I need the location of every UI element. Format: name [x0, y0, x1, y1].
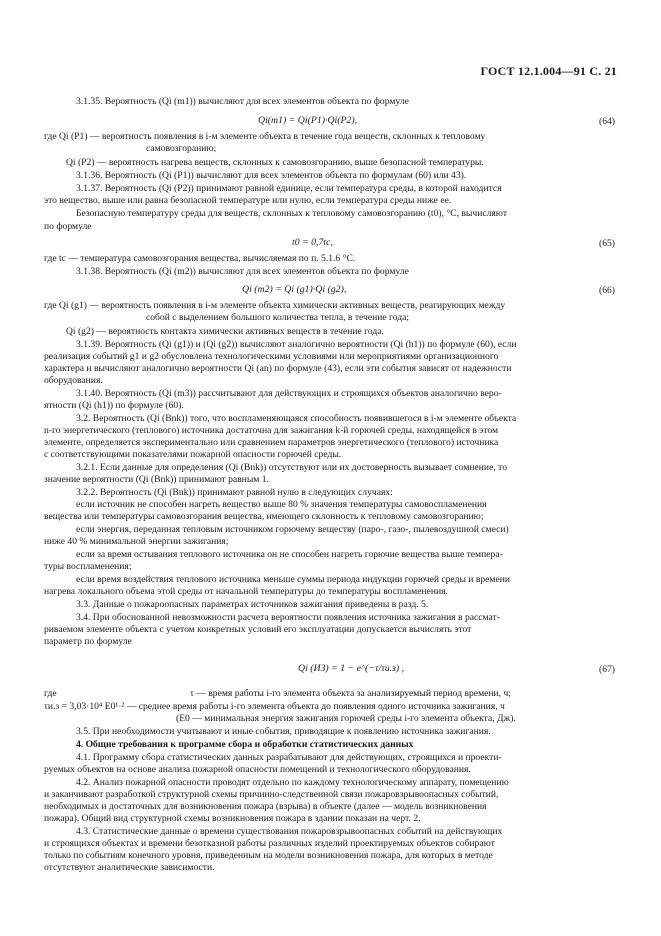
text-line: собой с выделением большого количества тепла, в течение года; [146, 312, 410, 323]
text-line: отсутствуют аналитические зависимости. [44, 862, 215, 873]
text-line: вещества или температуры самовозгорания вещества, имеющего склонность к тепловому самовозгоранию; [44, 511, 484, 522]
text-line: 4.2. Анализ пожарной опасности проводят отдельно по каждому технологическому аппарату, помещению [76, 777, 509, 788]
text-line: n-го энергетического (теплового) источника достаточна для зажигания k-й горючей среды, находящейся в этом [44, 425, 499, 436]
formula-number: (65) [599, 238, 615, 249]
formula-64: Qi(m1) = Qi(P1)·Qi(P2), [258, 115, 358, 126]
text-line: Безопасную температуру среды для веществ, склонных к тепловому самовозгоранию (t0), °С, вычисляют [76, 208, 508, 219]
text-line: 3.3. Данные о пожароопасных параметрах источников зажигания приведены в разд. 5. [76, 599, 429, 610]
text-line: 3.1.37. Вероятность (Qi (P2)) принимают равной единице, если температура среды, в которой находится [76, 183, 502, 194]
text-line: это вещество, выше или равна безопасной температуре или нулю, если температура среды ниже ее. [44, 195, 452, 206]
text-line: где [44, 688, 57, 699]
text-line: оборудования. [44, 375, 103, 386]
formula-number: (64) [599, 116, 615, 127]
text-line: где tc — температура самовозгорания вещества, вычисляемая по п. 5.1.6 °С. [44, 253, 356, 264]
text-line: 3.2.2. Вероятность (Qi (Bnk)) принимают равной нулю в следующих случаях: [76, 487, 393, 498]
text-line: руемых объектов на основе анализа пожарной опасности помещений и технологического оборудования. [44, 764, 471, 775]
text-line: туры воспламенения; [44, 561, 132, 572]
text-line: элементе, определяется экспериментально или сравнением параметров энергетического (теплового) источника [44, 437, 499, 448]
text-line: и заканчивают разработкой структурной схемы причинно-следственной связи пожаровзрывоопасных событий, [44, 789, 499, 800]
formula-67: Qi (ИЗ) = 1 − e^(−τ/τи.з) , [298, 663, 405, 674]
text-line: 3.1.35. Вероятность (Qi (m1)) вычисляют для всех элементов объекта по формуле [76, 96, 409, 107]
text-line: 3.2.1. Если данные для определения (Qi (Bnk)) отсутствуют или их достоверность вызывает сомнение, то [76, 462, 507, 473]
text-line: 3.4. При обоснованной невозможности расчета вероятности появления источника зажигания в рассмат- [76, 612, 500, 623]
text-line: где Qi (P1) — вероятность появления в i-м элементе объекта в течение года веществ, склонных к тепловому [44, 131, 486, 142]
formula-66: Qi (m2) = Qi (g1)·Qi (g2), [242, 284, 347, 295]
page-header: ГОСТ 12.1.004—91 С. 21 [480, 64, 617, 78]
text-line: параметр по формуле [44, 636, 132, 647]
text-line: пожара). Общий вид структурной схемы возникновения пожара в здании показан на черт. 2. [44, 813, 421, 824]
text-line: риваемом элементе объекта с учетом конкретных условий его эксплуатации допускается вычислять этот [44, 624, 472, 635]
text-line: Qi (P2) — вероятность нагрева веществ, склонных к самовозгоранию, выше безопасной температуры. [66, 157, 484, 168]
formula-65: t0 = 0,7tc, [292, 237, 333, 248]
formula-number: (67) [599, 664, 615, 675]
text-line: ятности (Qi (h1)) по формуле (60). [44, 400, 184, 411]
text-line: характера и вычисляют аналогично вероятности Qi (an) по формуле (43), если эти события зависят от надежности [44, 363, 512, 374]
text-line: (E0 — минимальная энергия зажигания горючей среды i-го элемента объекта, Дж). [176, 713, 516, 724]
text-line: нагрева локального объема этой среды от начальной температуры до температуры воспламенения. [44, 586, 448, 597]
text-line: где Qi (g1) — вероятность появления в i-м элементе объекта химически активных веществ, реагирующих между [44, 300, 506, 311]
section-heading: 4. Общие требования к программе сбора и обработки статистических данных [76, 739, 414, 750]
text-line: самовозгоранию; [146, 143, 217, 154]
text-line: 3.1.38. Вероятность (Qi (m2)) вычисляют для всех элементов объекта по формуле [76, 266, 409, 277]
text-line: по формуле [44, 221, 92, 232]
text-line: с соответствующими показателями пожарной опасности горючей среды. [44, 449, 342, 460]
text-line: если за время остывания теплового источника он не способен нагреть горючие вещества выше темпера- [76, 549, 503, 560]
text-line: 4.1. Программу сбора статистических данных разрабатывают для действующих, строящихся и проекти- [76, 752, 502, 763]
text-line: ниже 40 % минимальной энергии зажигания; [44, 536, 229, 547]
text-line: значение вероятности (Qi (Bnk)) принимают равным 1. [44, 474, 269, 485]
text-line: если источник не способен нагреть вещество выше 80 % значения температуры самовоспламенения [76, 499, 487, 510]
text-line: 4.3. Статистические данные о времени существования пожаровзрывоопасных событий на действующих [76, 826, 503, 837]
text-line: 3.1.39. Вероятность (Qi (g1)) и (Qi (g2)) вычисляют аналогично вероятности (Qi (h1)) по формуле (60), если [76, 339, 517, 350]
text-line: реализация событий g1 и g2 обусловлена технологическими условиями или мероприятиями организационного [44, 351, 499, 362]
text-line: 3.1.40. Вероятность (Qi (m3)) рассчитывают для действующих и строящихся объектов аналогично веро- [76, 388, 502, 399]
text-line: 3.2. Вероятность (Qi (Bnk)) того, что воспламеняющаяся способность появившегося в i-м элементе объекта [76, 413, 517, 424]
text-line: если время воздействия теплового источника меньше суммы периода индукции горючей среды и времени [76, 574, 511, 585]
text-line: необходимых и достаточных для возникновения пожара (взрыва) в объекте (далее — модель возникновения [44, 801, 487, 812]
text-line: Qi (g2) — вероятность контакта химически активных веществ в течение года. [66, 326, 384, 337]
text-line: если энергия, переданная тепловым источником горючему веществу (паро-, газо-, пылевоздушной смеси) [76, 524, 509, 535]
text-line: 3.1.36. Вероятность (Qi (P1)) вычисляют для всех элементов объекта по формулам (60) или 43). [76, 170, 467, 181]
text-line: только по событиям конечного уровня, приведенным на модели возникновения пожара, для которых в методе [44, 850, 493, 861]
text-line: τи.з = 3,03·10⁴ E0¹·² — среднее время работы i-го элемента объекта до появления одного источника зажигания, ч [44, 701, 505, 712]
text-line: τ — время работы i-го элемента объекта за анализируемый период времени, ч; [190, 688, 511, 699]
text-line: 3.5. При необходимости учитывают и иные события, приводящие к появлению источника зажигания. [76, 726, 491, 737]
text-line: и строящихся объектах и времени безотказной работы различных изделий проектируемых объектов собирают [44, 838, 495, 849]
formula-number: (66) [599, 285, 615, 296]
